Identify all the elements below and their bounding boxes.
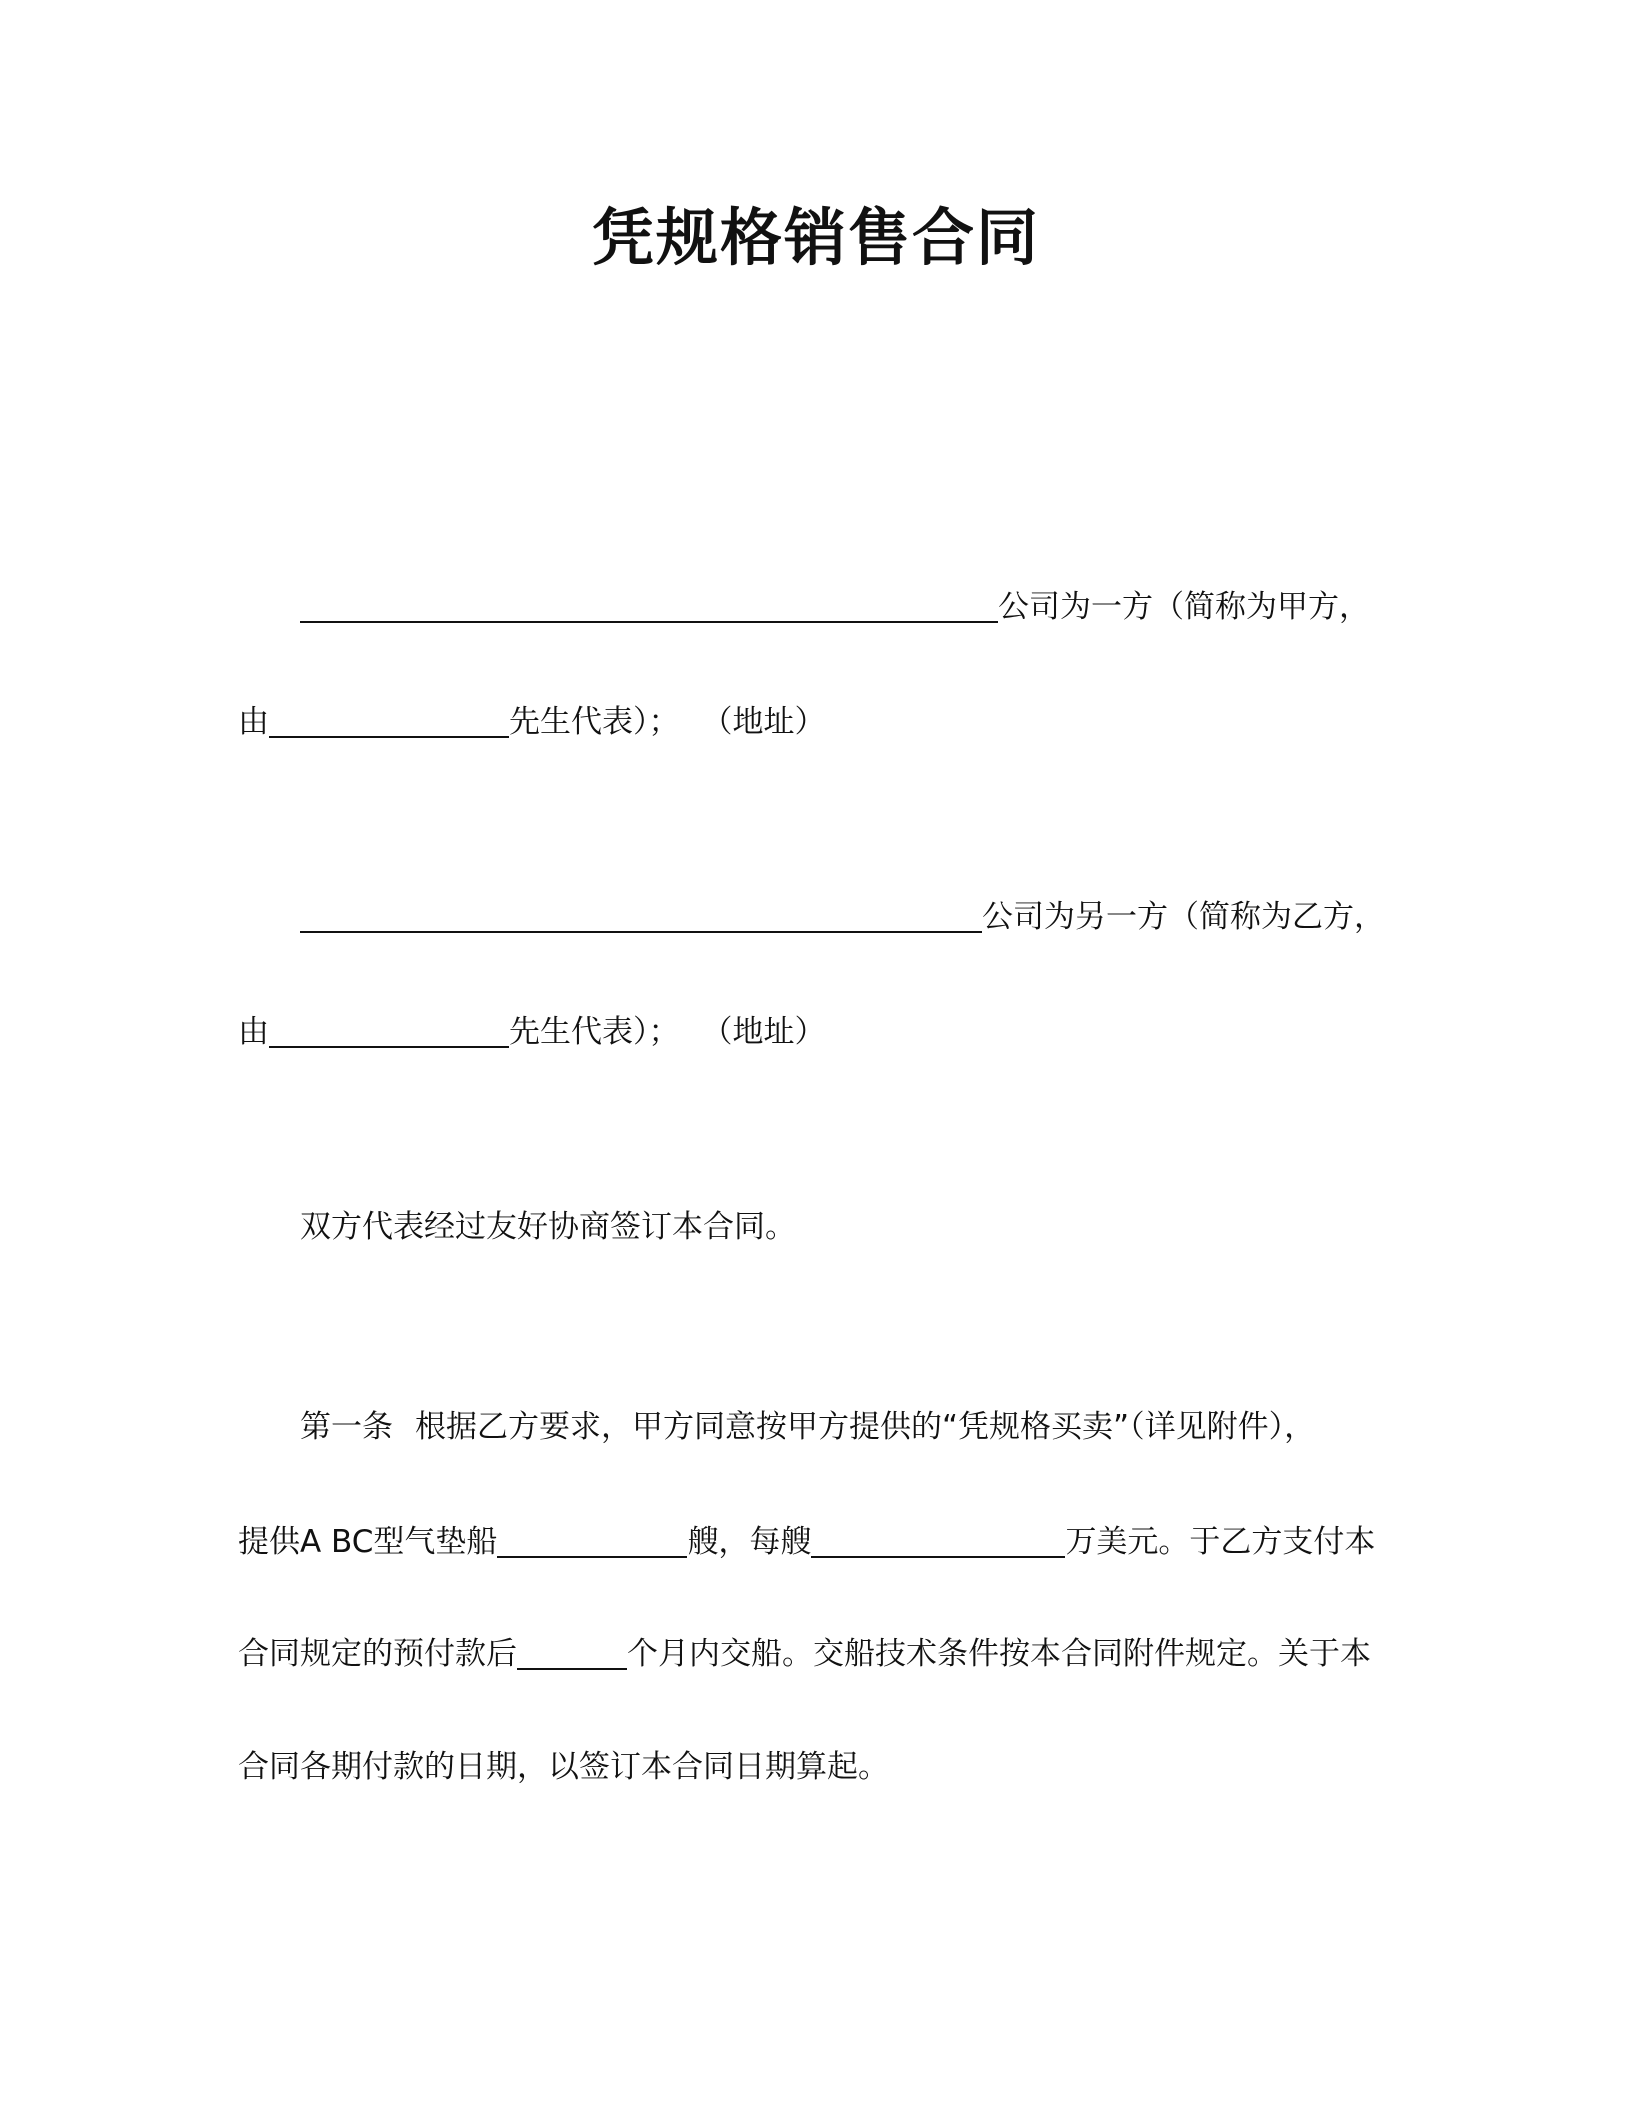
article-one-line-2-part-1: 提供A BC型气垫船	[238, 1524, 498, 1560]
party-b-address-label: （地址）	[701, 1014, 826, 1050]
party-b-line-1-text: 公司为另一方（简称为乙方，	[982, 899, 1385, 935]
article-one-line-3-part-2: 个月内交船。交船技术条件按本合同附件规定。关于本	[627, 1636, 1371, 1672]
article-one-line-2-part-2: 艘，每艘	[687, 1524, 812, 1560]
party-a-address-label: （地址）	[701, 704, 826, 740]
party-b-line-2	[238, 1010, 826, 1054]
article-one-line-2	[238, 1520, 1375, 1564]
article-one-label: 第一条	[300, 1409, 393, 1445]
article-one-line-1	[300, 1405, 1315, 1449]
party-b-by-label: 由	[238, 1014, 269, 1050]
party-a-line-2	[238, 700, 826, 744]
party-a-line-1-text: 公司为一方（简称为甲方，	[998, 589, 1370, 625]
party-b-representative-label: 先生代表）；	[509, 1014, 680, 1050]
delivery-months-blank[interactable]	[517, 1634, 627, 1670]
party-b-line-1	[300, 895, 1385, 939]
article-one-line-4: 合同各期付款的日期，以签订本合同日期算起。	[238, 1749, 889, 1785]
agreement-statement: 双方代表经过友好协商签订本合同。	[300, 1209, 796, 1245]
party-b-representative-blank[interactable]	[269, 1012, 509, 1048]
article-one-line-3-part-1: 合同规定的预付款后	[238, 1636, 517, 1672]
unit-price-blank[interactable]	[811, 1522, 1065, 1558]
party-b-company-blank[interactable]	[300, 897, 982, 933]
article-one-line-2-part-3: 万美元。于乙方支付本	[1065, 1524, 1376, 1560]
document-title: 凭规格销售合同	[591, 201, 1040, 274]
article-one-line-1-text: 根据乙方要求，甲方同意按甲方提供的“凭规格买卖”（详见附件），	[415, 1409, 1316, 1445]
article-one-line-3	[238, 1632, 1371, 1676]
party-a-representative-label: 先生代表）；	[509, 704, 680, 740]
party-a-company-blank[interactable]	[300, 587, 998, 623]
party-a-by-label: 由	[238, 704, 269, 740]
party-a-line-1	[300, 585, 1370, 629]
party-a-representative-blank[interactable]	[269, 702, 509, 738]
hovercraft-quantity-blank[interactable]	[497, 1522, 687, 1558]
